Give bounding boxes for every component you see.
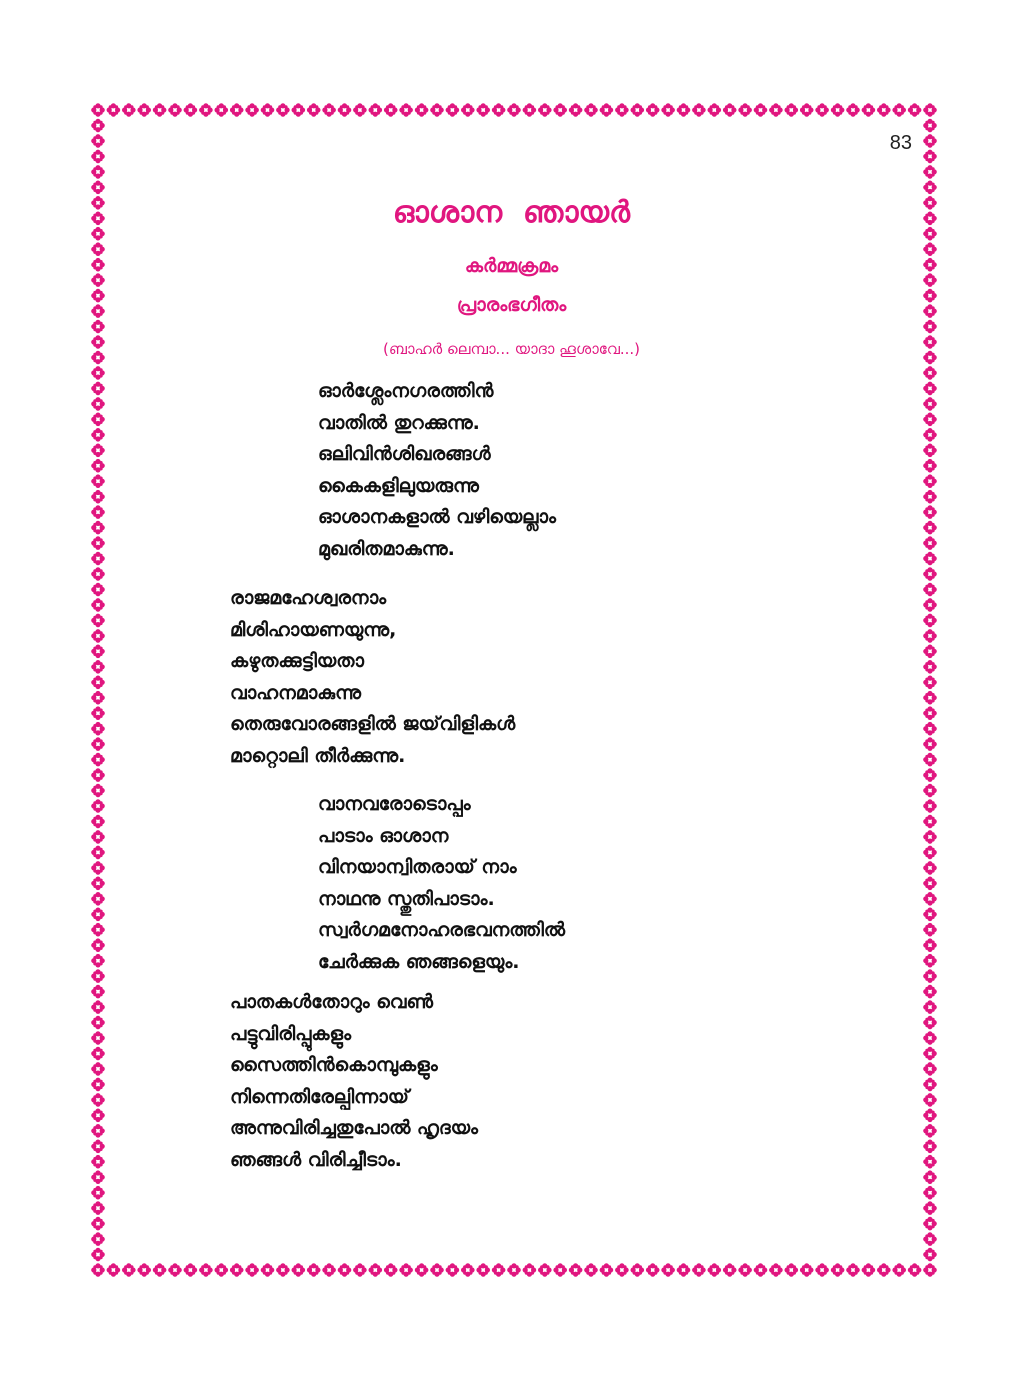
stanza-4 [230, 987, 478, 1177]
verse-line: തെരുവോരങ്ങളിൽ ജയ്‌വിളികൾ [230, 713, 516, 736]
hymn-title: പ്രാരംഭഗീതം [456, 294, 567, 316]
verse-line: ഓശാനകളാൽ വഴിയെല്ലാം [318, 506, 556, 529]
verse-line: പാതകൾതോറും വെൺ [230, 991, 434, 1013]
stanza-2 [230, 583, 515, 773]
verse-line: നാഥനു സ്തുതിപാടാം. [318, 887, 495, 910]
verse-line: നിന്നെതിരേല്പിന്നായ് [230, 1085, 409, 1108]
verse-line: ഓർശ്ലേംനഗരത്തിൻ [318, 380, 494, 402]
verse-line: വാതിൽ തുറക്കുന്നു. [318, 411, 480, 434]
verse-line: ചേർക്കുക ഞങ്ങളെയും. [318, 950, 520, 973]
verse-line: സ്വർഗമനോഹരഭവനത്തിൽ [318, 919, 566, 942]
stanza-1 [318, 376, 556, 566]
verse-line: ഞങ്ങൾ വിരിച്ചീടാം. [230, 1148, 402, 1171]
tune-note: (ബാഹർ ലെമ്പാ... യാദാ ഹൂശാവേ...) [382, 340, 641, 358]
verse-line: കൈകളിലുയരുന്നു [318, 474, 479, 497]
page-number: 83 [889, 132, 912, 154]
verse-line: അന്നുവിരിച്ചതുപോൽ ഹൃദയം [230, 1117, 478, 1140]
page-title: ഓശാന ഞായർ [392, 195, 631, 230]
verse-line: പട്ടുവിരിപ്പുകളും [230, 1022, 352, 1045]
verse-line: മുഖരിതമാകുന്നു. [318, 537, 455, 560]
verse-line: രാജമഹേശ്വരനാം [230, 587, 387, 609]
verse-line: മിശിഹായണയുന്നു, [230, 618, 397, 641]
verse-line: പാടാം ഓശാന [318, 824, 449, 847]
verse-line: കഴുതക്കുട്ടിയതാ [230, 650, 364, 673]
verse-line: വാഹനമാകുന്നു [230, 681, 361, 704]
verse-line: ഒലിവിൻശിഖരങ്ങൾ [318, 443, 491, 466]
page-subtitle: കർമ്മക്രമം [464, 255, 559, 277]
verse-line: വാനവരോടൊപ്പം [318, 793, 471, 815]
verse-line: സൈത്തിൻകൊമ്പുകളും [230, 1054, 438, 1077]
verse-line: വിനയാന്വിതരായ് നാം [318, 856, 517, 879]
stanza-3 [318, 789, 565, 979]
verse-line: മാറ്റൊലി തീർക്കുന്നു. [230, 744, 406, 767]
